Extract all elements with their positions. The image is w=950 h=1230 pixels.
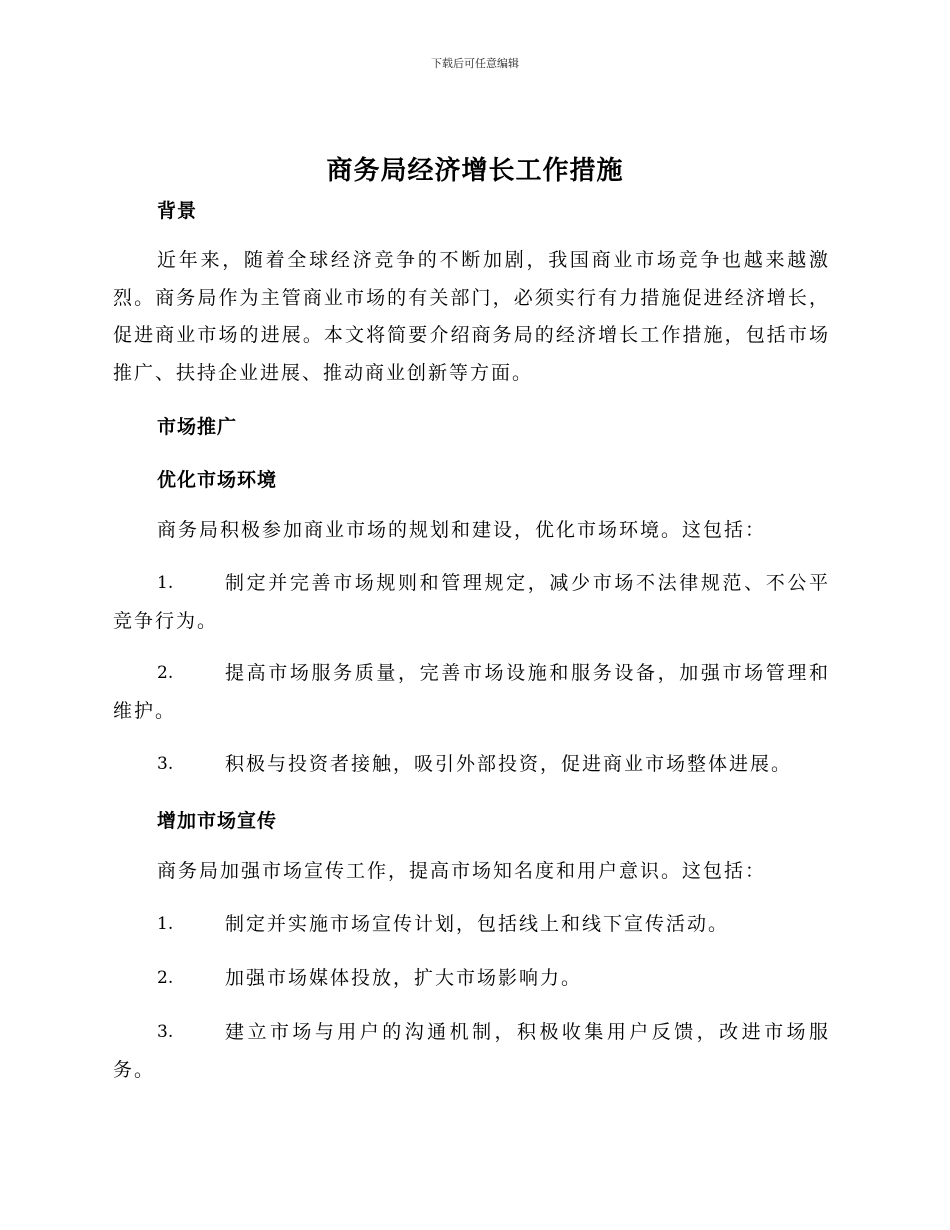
paragraph-background: 近年来，随着全球经济竞争的不断加剧，我国商业市场竞争也越来越激烈。商务局作为主管商业市场的有关部门，必须实行有力措施促进经济增长，促进商业市场的进展。本文将简要介绍商务局的经济增长工作措施，包括市场推广、扶持企业进展、推动商业创新等方面。 xyxy=(113,249,830,384)
list-item xyxy=(113,960,830,998)
heading-market-publicity: 增加市场宣传 xyxy=(157,810,278,832)
list-text: 制定并完善市场规则和管理规定，减少市场不法律规范、不公平竞争行为。 xyxy=(113,572,830,632)
list-item xyxy=(113,565,830,640)
list-text: 提高市场服务质量，完善市场设施和服务设备，加强市场管理和维护。 xyxy=(113,662,830,722)
list-text: 加强市场媒体投放，扩大市场影响力。 xyxy=(225,967,583,989)
heading-market-promotion: 市场推广 xyxy=(157,416,238,438)
heading-background: 背景 xyxy=(157,200,198,222)
list-text: 制定并实施市场宣传计划，包括线上和线下宣传活动。 xyxy=(225,913,730,935)
document-title: 商务局经济增长工作措施 xyxy=(326,156,624,186)
list-number: 3. xyxy=(157,754,174,774)
list-number: 1. xyxy=(157,914,174,934)
list-number: 3. xyxy=(157,1022,174,1042)
list-item xyxy=(113,906,830,944)
list-item xyxy=(113,655,830,730)
list-text: 积极与投资者接触，吸引外部投资，促进商业市场整体进展。 xyxy=(225,753,793,775)
list-item xyxy=(113,1014,830,1089)
list-number: 1. xyxy=(157,573,174,593)
heading-optimize-market-environment: 优化市场环境 xyxy=(157,469,278,491)
paragraph-publicity-intro: 商务局加强市场宣传工作，提高市场知名度和用户意识。这包括： xyxy=(157,860,767,882)
page-header-note: 下载后可任意编辑 xyxy=(431,57,519,70)
list-number: 2. xyxy=(157,663,174,683)
paragraph-optimize-intro: 商务局积极参加商业市场的规划和建设，优化市场环境。这包括： xyxy=(157,519,767,541)
list-text: 建立市场与用户的沟通机制，积极收集用户反馈，改进市场服务。 xyxy=(113,1021,830,1081)
list-number: 2. xyxy=(157,968,174,988)
list-item xyxy=(113,746,830,784)
